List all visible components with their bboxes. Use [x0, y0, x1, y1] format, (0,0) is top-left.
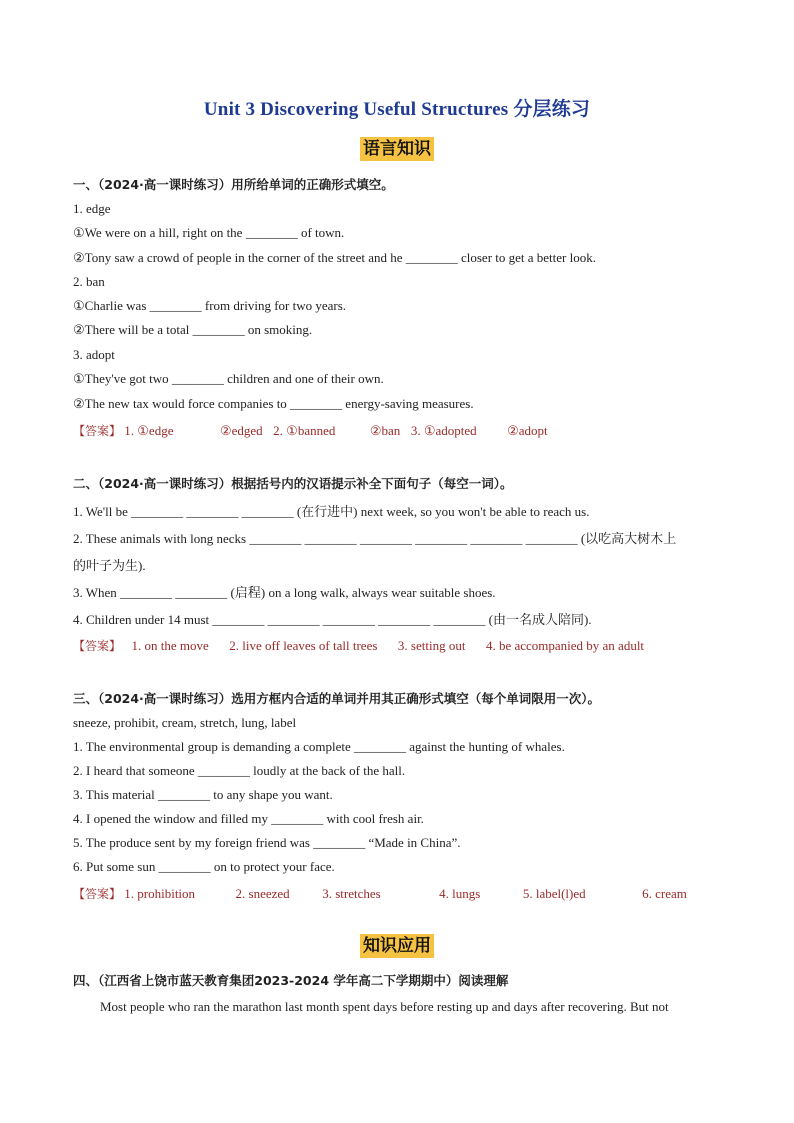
- section3-line: 3. This material ________ to any shape you want.: [73, 787, 333, 802]
- answer-item: 2. ①banned: [273, 423, 336, 438]
- answer-tag: 【答案】: [73, 887, 122, 901]
- section2-line: 3. When ________ ________ (启程) on a long walk, always wear suitable shoes.: [73, 585, 496, 600]
- section3-line: 2. I heard that someone ________ loudly at the back of the hall.: [73, 763, 406, 778]
- section1-line: ①They've got two ________ children and one of their own.: [73, 371, 384, 386]
- answer-item: 3. stretches: [322, 886, 381, 901]
- answer-item: 1. prohibition: [124, 886, 196, 901]
- answer-item: 2. sneezed: [235, 886, 290, 901]
- section3-answer: [73, 885, 687, 902]
- section1-line: 1. edge: [73, 201, 111, 216]
- section-badge-application: 知识应用: [360, 934, 434, 958]
- answer-item: ②ban: [369, 423, 401, 438]
- section3-word-bank: sneeze, prohibit, cream, stretch, lung, label: [73, 715, 297, 730]
- section1-heading: 一、（2024·高一课时练习）用所给单词的正确形式填空。: [73, 177, 394, 192]
- section3-line: 4. I opened the window and filled my ________ with cool fresh air.: [73, 811, 424, 826]
- answer-item: 6. cream: [642, 886, 687, 901]
- answer-item: 2. live off leaves of tall trees: [229, 638, 378, 653]
- answer-item: ②edged: [219, 423, 263, 438]
- answer-tag: 【答案】: [73, 639, 122, 653]
- section3-heading: 三、（2024·高一课时练习）选用方框内合适的单词并用其正确形式填空（每个单词限用一次）。: [73, 691, 601, 706]
- section1-line: ②The new tax would force companies to ________ energy-saving measures.: [73, 396, 474, 411]
- answer-tag: 【答案】: [73, 424, 122, 438]
- answer-item: 1. ①edge: [124, 423, 174, 438]
- section1-line: 3. adopt: [73, 347, 115, 362]
- answer-item: 4. lungs: [439, 886, 481, 901]
- section3-line: 6. Put some sun ________ on to protect your face.: [73, 859, 335, 874]
- answer-item: 5. label(l)ed: [522, 886, 586, 901]
- answer-item: 3. ①adopted: [410, 423, 477, 438]
- section1-line: ①We were on a hill, right on the ________ of town.: [73, 225, 345, 240]
- page-title: Unit 3 Discovering Useful Structures 分层练习: [203, 99, 591, 120]
- section2-answer: [73, 637, 644, 654]
- section2-line: 2. These animals with long necks ________ ________ ________ ________ ________ ________ (以吃高大树木上: [73, 531, 677, 546]
- badge-language-wrap: [0, 137, 794, 161]
- section4-heading: 四、（江西省上饶市蓝天教育集团2023-2024 学年高二下学期期中）阅读理解: [73, 973, 509, 988]
- answer-item: 1. on the move: [131, 638, 209, 653]
- section3-line: 5. The produce sent by my foreign friend was ________ “Made in China”.: [73, 835, 461, 850]
- section-badge-language: 语言知识: [360, 137, 434, 161]
- section1-line: 2. ban: [73, 274, 105, 289]
- section2-line: 的叶子为生).: [73, 558, 146, 573]
- badge-application-wrap: [0, 934, 794, 958]
- section3-line: 1. The environmental group is demanding a complete ________ against the hunting of whales.: [73, 739, 565, 754]
- answer-item: ②adopt: [507, 423, 548, 438]
- answer-item: 3. setting out: [397, 638, 466, 653]
- answer-item: 4. be accompanied by an adult: [485, 638, 645, 653]
- section4-paragraph: Most people who ran the marathon last month spent days before resting up and days after recovering. But not: [100, 999, 669, 1014]
- section1-answer: [73, 422, 548, 439]
- section2-line: 1. We'll be ________ ________ ________ (在行进中) next week, so you won't be able to reach us.: [73, 504, 590, 519]
- section1-line: ②Tony saw a crowd of people in the corner of the street and he ________ closer to get a better look.: [73, 250, 596, 265]
- section1-line: ①Charlie was ________ from driving for two years.: [73, 298, 347, 313]
- section2-heading: 二、（2024·高一课时练习）根据括号内的汉语提示补全下面句子（每空一词）。: [73, 476, 513, 491]
- section2-line: 4. Children under 14 must ________ ________ ________ ________ ________ (由一名成人陪同).: [73, 612, 592, 627]
- section1-line: ②There will be a total ________ on smoking.: [73, 322, 313, 337]
